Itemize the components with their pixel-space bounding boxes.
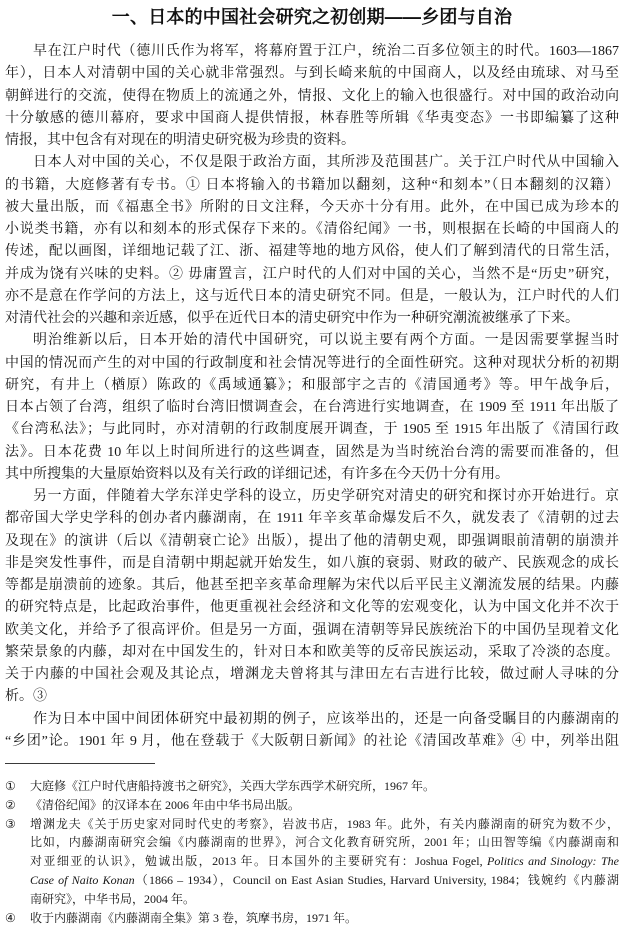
text-line: 的研究特点是，比起政治事件，他更重视社会经济和文化等的宏观变化，认为中国文化并不次于 xyxy=(5,600,619,616)
footnote-line xyxy=(30,871,619,890)
text-line: 关于内藤的中国社会观及其论点，增渊龙夫曾将其与津田左右吉进行比较，做过耐人寻味的分 xyxy=(5,667,619,682)
footnotes xyxy=(5,777,619,927)
footnote xyxy=(5,777,619,796)
footnote-line: 南研究》，中华书局，2004 年。 xyxy=(30,891,196,906)
text-line: 对清代社会的兴趣和亲近感，似乎在近代日本的清史研究中作为一种研究潮流被继承了下来。 xyxy=(5,311,579,326)
text-line: 小说类书籍，亦有以和刻本的形式保存下来的。《清俗纪闻》一书，则根据在长崎的中国商人的 xyxy=(5,222,619,237)
footnote-line: 收于内藤湖南《内藤湖南全集》第 3 卷，筑摩书房，1971 年。 xyxy=(30,910,358,925)
text-line: 明治维新以后，日本开始的清代中国研究，可以说主要有两个方面。一是因需要掌握当时 xyxy=(33,333,619,349)
text-line: 欧美文化，并给予了很高评价。但是另一方面，强调在清朝等异民族统治下的中国仍呈现着文化 xyxy=(5,622,619,638)
text-line: 朝鲜进行的交流，使得在物质上的流通之外，情报、文化上的输入也很盛行。对中国的政治动向 xyxy=(5,88,619,104)
paragraph xyxy=(5,41,619,152)
paragraph xyxy=(5,152,619,330)
text-line: 中国的情况而产生的对中国的行政制度和社会情况等进行的全面性研究。这种对现状分析的初期 xyxy=(5,355,619,371)
text-line: 情报，其中包含有对现在的明清史研究极为珍贵的资料。 xyxy=(5,133,355,148)
footnote-separator xyxy=(5,763,155,764)
text-line: 十分敏感的德川幕府，要求中国商人提供情报，林春胜等所辑《华夷变态》一书即编纂了这种 xyxy=(5,110,619,126)
footnote-marker: ② xyxy=(5,797,16,812)
footnote-marker: ③ xyxy=(5,816,16,831)
text-line: 日本人对中国的关心，不仅是限于政治方面，其所涉及范围甚广。关于江户时代从中国输入 xyxy=(33,155,619,171)
footnote-line: 《清俗纪闻》的汉译本在 2006 年由中华书局出版。 xyxy=(30,797,301,812)
text-line: 并成为饶有兴味的史料。② 毋庸置言，江户时代的人们对中国的关心，当然不是“历史”研究， xyxy=(5,266,619,282)
footnote-line: 比如，内藤湖南研究会编《内藤湖南的世界》，河合文化教育研究所，2001 年；山田智等编《内藤湖南和 xyxy=(30,835,619,850)
text-line: 都帝国大学史学科的创办者内藤湖南，在 1911 年辛亥革命爆发后不久，就发表了《清朝的过去 xyxy=(5,511,619,527)
text-line: 研究，有井上（楢原）陈政的《禹域通纂》；和服部宇之吉的《清国通考》等。甲午战争后， xyxy=(5,377,619,393)
footnote-line: 增渊龙夫《关于历史家对同时代史的考察》，岩波书店，1983 年。此外，有关内藤湖南的研究为数不少， xyxy=(30,816,619,831)
text-line: 早在江户时代（德川氏作为将军，将幕府置于江户，统治二百多位领主的时代。1603—1867 xyxy=(33,44,619,59)
paragraph xyxy=(5,330,619,486)
footnote-text-segment: 对亚细亚的认识》，勉诚出版，2013 年。日本国外的主要研究有：Joshua Fogel, xyxy=(30,854,488,869)
text-line: “乡团”论。1901 年 9 月，他在登载于《大阪朝日新闻》的社论《清国改革难》④ 中，列举出阻 xyxy=(5,733,619,749)
text-line: 及现在》的演讲（后以《清朝衰亡论》出版），提出了他的清朝史观，即强调眼前清朝的崩溃并 xyxy=(5,533,619,549)
text-line: 非是突发性事件，而是自清朝中期起就开始发生，如八旗的衰弱、财政的破产、民族观念的成长 xyxy=(5,555,619,571)
footnote-marker: ① xyxy=(5,779,16,793)
text-line: 其中所搜集的大量原始资料以及有关行政的详细记述，有许多在今天仍十分有用。 xyxy=(5,466,509,482)
text-line: 法》。日本花费 10 年以上时间所进行的这些调查，固然是为当时统治台湾的需要而准备的，但 xyxy=(5,444,619,460)
footnote xyxy=(5,796,619,815)
text-line: 年），日本人对清朝中国的关心就非常强烈。与到长崎来航的中国商人，以及经由琉球、对马至 xyxy=(5,66,619,82)
footnote-marker: ④ xyxy=(5,910,16,925)
section-title: 一、日本的中国社会研究之初创期——乡团与自治 xyxy=(111,7,513,27)
text-line: 传述，配以画图，详细地记载了江、浙、福建等地的地方风俗，使人们了解到清代的日常生活， xyxy=(5,244,619,260)
footnote-line xyxy=(30,852,619,871)
text-line: 的书籍，大庭修著有专书。① 日本将输入的书籍加以翻刻，这种“和刻本”（日本翻刻的汉籍） xyxy=(5,177,619,193)
paragraph xyxy=(5,709,619,754)
text-line: 《台湾私法》；与此同时，亦对清朝的行政制度展开调查，于 1905 至 1915 年出版了《清国行政 xyxy=(5,422,619,438)
text-line: 亦不是意在作学问的方法上，这与近代日本的清史研究不同。但是，一般认为，江户时代的人们 xyxy=(5,288,619,304)
paragraph xyxy=(5,486,619,709)
text-line: 析。③ xyxy=(5,689,47,705)
text-line: 等都是崩溃前的迹象。其后，他甚至把辛亥革命理解为宋代以后平民主义潮流发展的结果。内藤 xyxy=(5,578,619,593)
footnote xyxy=(5,909,619,928)
footnote-text-segment: （1866 – 1934），Council on East Asian Studies, Harvard University, 1984；钱婉约《内藤湖 xyxy=(134,872,619,887)
footnote xyxy=(5,815,619,909)
footnote-line: 大庭修《江户时代唐船持渡书之研究》，关西大学东西学术研究所，1967 年。 xyxy=(30,779,436,793)
italic-book-title: Politics and Sinology: The xyxy=(487,854,619,869)
text-line: 被大量出版，而《福惠全书》所附的日文注释，今天亦十分有用。此外，在中国已成为珍本的 xyxy=(5,199,619,215)
text-line: 日本占领了台湾，组织了临时台湾旧惯调查会，在台湾进行实地调查，在 1909 至 1911 年出版了 xyxy=(5,400,619,415)
body-text xyxy=(5,41,619,753)
text-line: 另一方面，伴随着大学东洋史学科的设立，历史学研究对清史的研究和探讨亦开始进行。京 xyxy=(33,489,619,504)
text-line: 繁荣景象的内藤，却对在中国发生的，针对日本和欧美等的反帝民族运动，采取了冷淡的态度。 xyxy=(5,644,619,660)
text-line: 作为日本中国中间团体研究中最初期的例子，应该举出的，还是一向备受瞩目的内藤湖南的 xyxy=(33,711,619,727)
italic-book-title: Case of Naito Konan xyxy=(30,872,135,887)
